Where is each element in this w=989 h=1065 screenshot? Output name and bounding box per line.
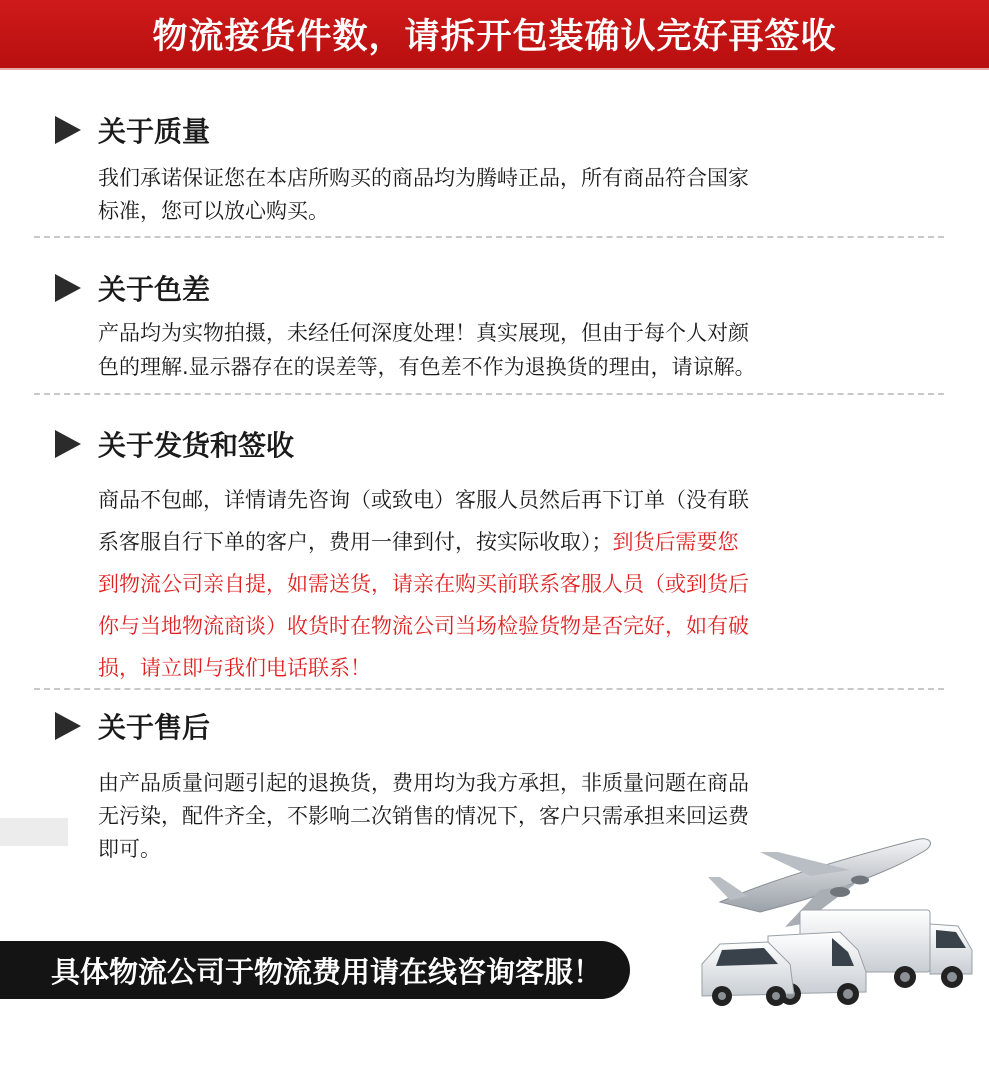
aftersale-line-3: 即可。: [98, 837, 161, 861]
shipping-line-4: 你与当地物流商谈）收货时在物流公司当场检验货物是否完好，如有破: [98, 614, 749, 638]
triangle-right-icon: [55, 712, 81, 740]
shipping-heading: [55, 424, 294, 464]
aftersale-line-2: 无污染，配件齐全，不影响二次销售的情况下，客户只需承担来回运费: [98, 804, 749, 828]
shipping-line-2: [98, 521, 749, 563]
quality-heading-text: 关于质量: [98, 115, 211, 148]
color-line-2: 色的理解.显示器存在的误差等，有色差不作为退换货的理由，请谅解。: [98, 355, 756, 379]
decorative-strip: [0, 818, 68, 846]
shipping-line-5: 损，请立即与我们电话联系！: [98, 656, 371, 680]
color-line-1: 产品均为实物拍摄，未经任何深度处理！真实展现，但由于每个人对颜: [98, 321, 749, 345]
aftersale-heading: [55, 706, 210, 746]
quality-heading: [55, 110, 210, 150]
quality-body: [98, 162, 749, 228]
color-heading-text: 关于色差: [98, 273, 211, 306]
divider: [34, 393, 944, 395]
banner-title: 物流接货件数，请拆开包装确认完好再签收: [152, 17, 837, 57]
shipping-line-2-highlight: 到货后需要您: [612, 530, 739, 554]
triangle-right-icon: [55, 430, 81, 458]
triangle-right-icon: [55, 116, 81, 144]
color-heading: [55, 268, 210, 308]
aftersale-line-1: 由产品质量问题引起的退换货，费用均为我方承担，非质量问题在商品: [98, 771, 749, 795]
shipping-heading-text: 关于发货和签收: [98, 429, 295, 462]
shipping-line-1: 商品不包邮，详情请先咨询（或致电）客服人员然后再下订单（没有联: [98, 488, 749, 512]
quality-line-1: 我们承诺保证您在本店所购买的商品均为腾峙正品，所有商品符合国家: [98, 166, 749, 190]
aftersale-body: [98, 767, 749, 866]
top-banner: [0, 0, 989, 70]
footer-note: 具体物流公司于物流费用请在线咨询客服！: [50, 954, 602, 989]
aftersale-heading-text: 关于售后: [98, 711, 211, 744]
quality-line-2: 标准，您可以放心购买。: [98, 199, 329, 223]
shipping-line-3: 到物流公司亲自提，如需送货，请亲在购买前联系客服人员（或到货后: [98, 572, 749, 596]
footer-banner: [0, 941, 630, 999]
triangle-right-icon: [55, 274, 81, 302]
divider: [34, 236, 944, 238]
shipping-line-2-text: 系客服自行下单的客户，费用一律到付，按实际收取）；: [98, 530, 613, 554]
color-body: [98, 316, 756, 384]
divider: [34, 688, 944, 690]
airplane-truck-van-illustration: [690, 832, 980, 1007]
shipping-body: [98, 479, 749, 689]
